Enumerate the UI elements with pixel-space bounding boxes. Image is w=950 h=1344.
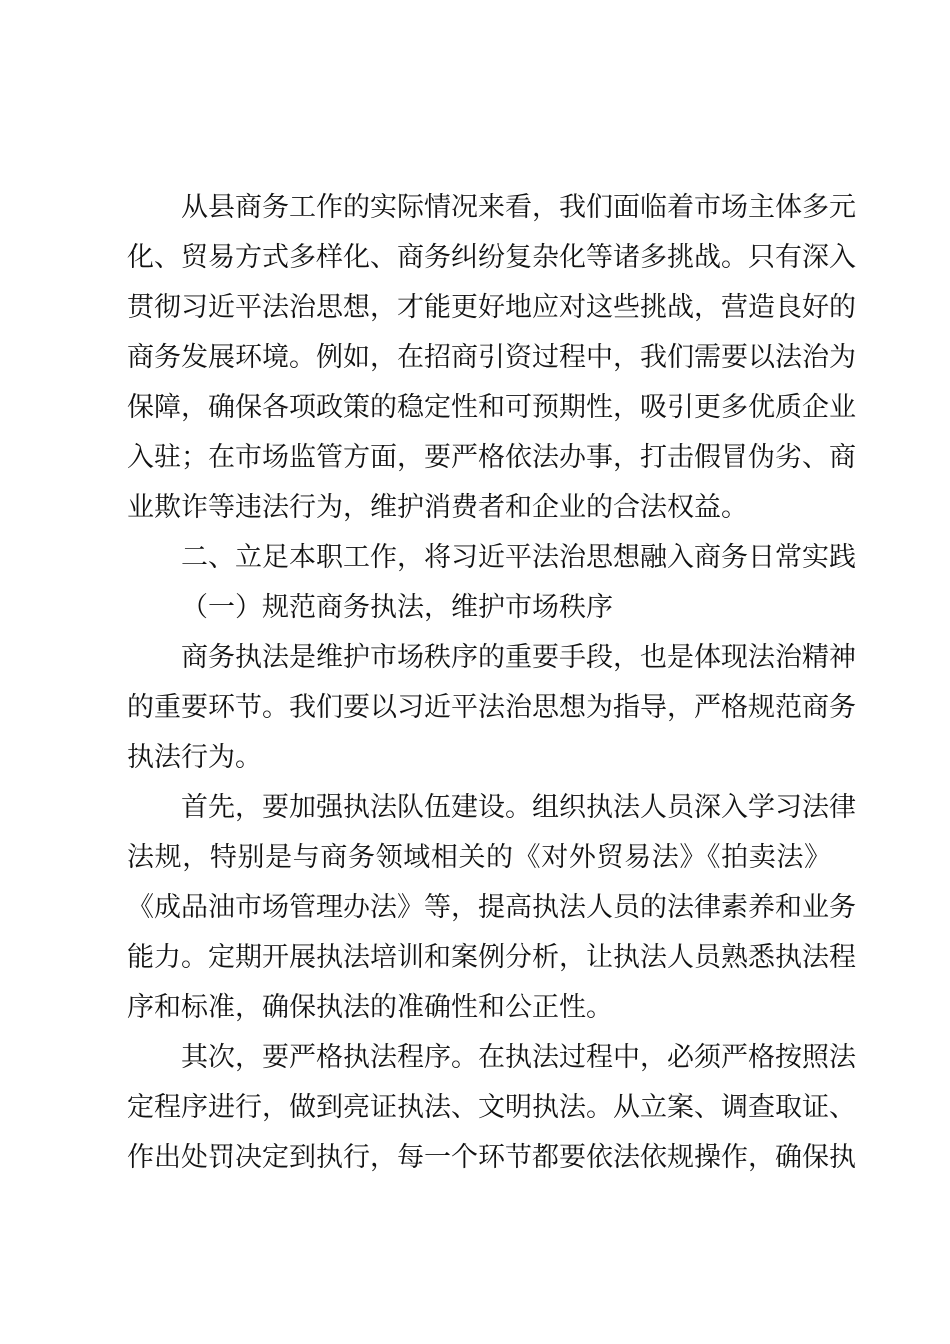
paragraph-4	[127, 1033, 856, 1183]
text-line: 入驻；在市场监管方面，要严格依法办事，打击假冒伪劣、商	[127, 442, 856, 473]
section-heading	[127, 533, 856, 583]
text-line: 业欺诈等违法行为，维护消费者和企业的合法权益。	[127, 492, 748, 523]
text-line: 商务发展环境。例如，在招商引资过程中，我们需要以法治为	[127, 342, 856, 373]
text-line: 法规，特别是与商务领域相关的《对外贸易法》《拍卖法》	[127, 842, 831, 873]
text-line: 化、贸易方式多样化、商务纠纷复杂化等诸多挑战。只有深入	[127, 242, 856, 273]
text-line: 商务执法是维护市场秩序的重要手段，也是体现法治精神	[181, 642, 856, 673]
heading-line: （一）规范商务执法，维护市场秩序	[181, 592, 613, 623]
text-line: 其次，要严格执法程序。在执法过程中，必须严格按照法	[181, 1042, 856, 1073]
text-line: 从县商务工作的实际情况来看，我们面临着市场主体多元	[181, 192, 856, 223]
subsection-heading	[127, 583, 831, 633]
text-line: 作出处罚决定到执行，每一个环节都要依法依规操作，确保执	[127, 1142, 856, 1173]
text-line: 的重要环节。我们要以习近平法治思想为指导，严格规范商务	[127, 692, 856, 723]
text-line: 保障，确保各项政策的稳定性和可预期性，吸引更多优质企业	[127, 392, 856, 423]
paragraph-1	[127, 183, 856, 533]
paragraph-2	[127, 633, 856, 783]
paragraph-3	[127, 783, 856, 1033]
document-body	[127, 183, 856, 1183]
text-line: 序和标准，确保执法的准确性和公正性。	[127, 992, 613, 1023]
text-line: 定程序进行，做到亮证执法、文明执法。从立案、调查取证、	[127, 1092, 856, 1123]
text-line: 贯彻习近平法治思想，才能更好地应对这些挑战，营造良好的	[127, 292, 856, 323]
heading-line: 二、立足本职工作，将习近平法治思想融入商务日常实践	[181, 542, 856, 573]
text-line: 能力。定期开展执法培训和案例分析，让执法人员熟悉执法程	[127, 942, 856, 973]
text-line: 《成品油市场管理办法》等，提高执法人员的法律素养和业务	[127, 892, 856, 923]
text-line: 执法行为。	[127, 742, 262, 773]
text-line: 首先，要加强执法队伍建设。组织执法人员深入学习法律	[181, 792, 856, 823]
